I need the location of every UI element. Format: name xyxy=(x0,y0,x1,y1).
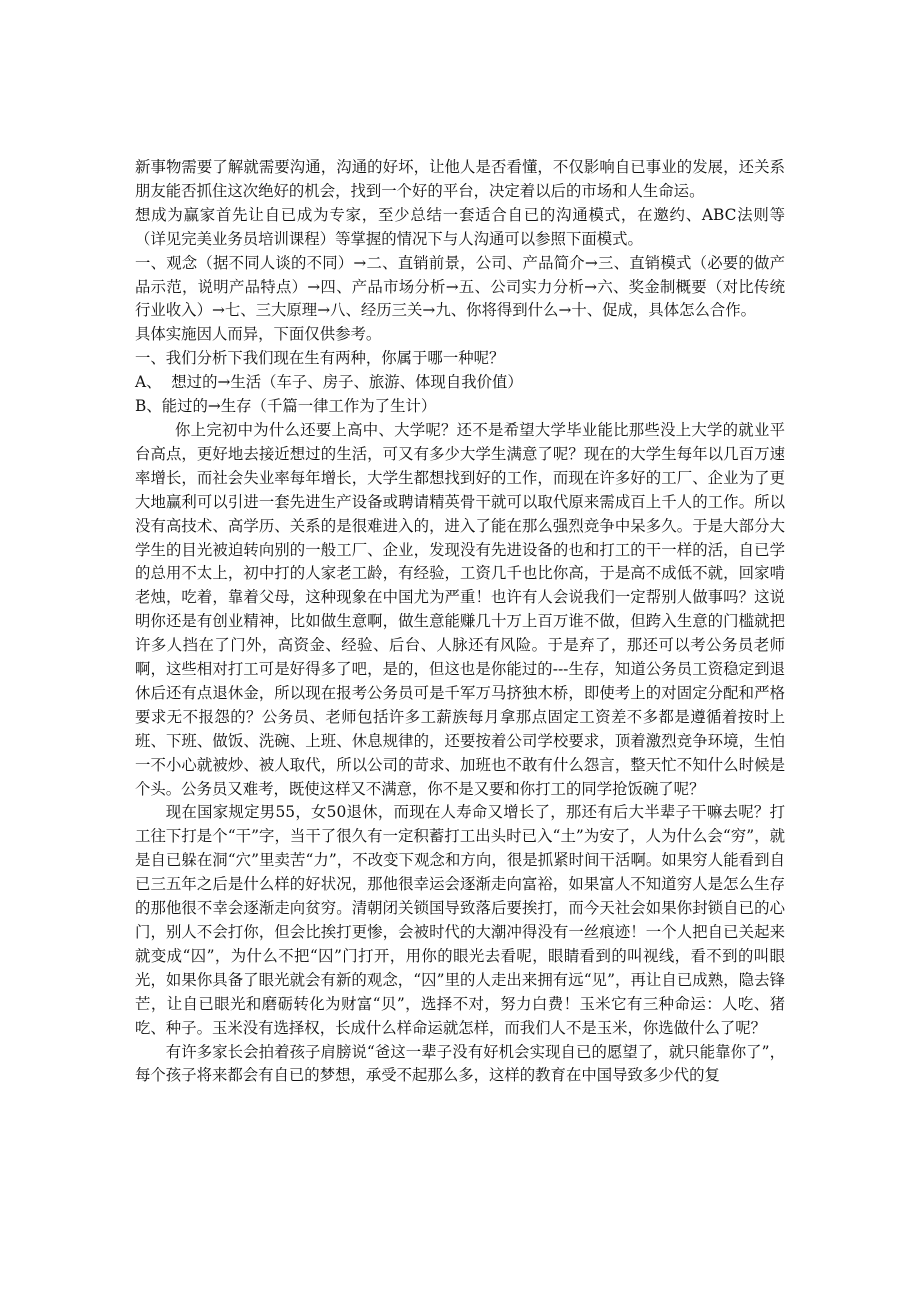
list-item-a: A、 想过的→生活（车子、房子、旅游、体现自我价值） xyxy=(135,373,523,392)
document-body xyxy=(135,156,785,1088)
paragraph-expert: 想成为赢家首先让自已成为专家，至少总结一套适合自已的沟通模式，在邀约、ABC法则等（详见完美业务员培训课程）等掌握的情况下与人沟通可以参照下面模式。 xyxy=(135,205,785,248)
paragraph-retirement: 现在国家规定男55，女50退休，而现在人寿命又增长了，那还有后大半辈子干嘛去呢？打工往下打是个“干”字，当干了很久有一定积蓄打工出头时已入“土”为安了，人为什么会“穷”，就是自已躲在洞“穴”里卖苦“力”，不改变下观念和方向，很是抓紧时间干活啊。如果穷人能看到自已三五年之后是什么样的好状况，那他很幸运会逐渐走向富裕，如果富人不知道穷人是怎么生存的那他很不幸会逐渐走向贫穷。清朝闭关锁国导致落后要挨打，而今天社会如果你封锁自已的心门，别人不会打你，但会比挨打更惨，会被时代的大潮冲得没有一丝痕迹！一个人把自已关起来就变成“囚”，为什么不把“囚”门打开，用你的眼光去看呢，眼睛看到的叫视线，看不到的叫眼光，如果你具备了眼光就会有新的观念，“囚”里的人走出来拥有远“见”，再让自已成熟，隐去锋芒，让自已眼光和磨砺转化为财富“贝”，选择不对，努力白费！玉米它有三种命运：人吃、猪吃、种子。玉米没有选择权，长成什么样命运就怎样，而我们人不是玉米，你选做什么了呢？ xyxy=(135,803,785,1037)
list-item-b: B、能过的→生存（千篇一律工作为了生计） xyxy=(135,397,437,416)
paragraph-note: 具体实施因人而异，下面仅供参考。 xyxy=(135,325,382,344)
paragraph-education: 你上完初中为什么还要上高中、大学呢？还不是希望大学毕业能比那些没上大学的就业平台高点，更好地去接近想过的生活，可又有多少大学生满意了呢？现在的大学生每年以几百万速率增长，而社会失业率每年增长，大学生都想找到好的工作，而现在许多好的工厂、企业为了更大地赢利可以引进一套先进生产设备或聘请精英骨干就可以取代原来需成百上千人的工作。所以没有高技术、高学历、关系的是很难进入的，进入了能在那么强烈竞争中呆多久。于是大部分大学生的目光被迫转向别的一般工厂、企业，发现没有先进设备的也和打工的干一样的活，自已学的总用不太上，初中打的人家老工龄，有经验，工资几千也比你高，于是高不成低不就，回家啃老烛，吃着，靠着父母，这种现象在中国尤为严重！也许有人会说我们一定帮别人做事吗？这说明你还是有创业精神，比如做生意啊，做生意能赚几十万上百万谁不做，但跨入生意的门槛就把许多人挡在了门外，高资金、经验、后台、人脉还有风险。于是弃了，那还可以考公务员老师啊，这些相对打工可是好得多了吧，是的，但这也是你能过的---生存，知道公务员工资稳定到退休后还有点退休金，所以现在报考公务员可是千军万马挤独木桥，即使考上的对固定分配和严格要求无不报怨的？公务员、老师包括许多工薪族每月拿那点固定工资差不多都是遵循着按时上班、下班、做饭、洗碗、上班、休息规律的，还要按着公司学校要求，顶着激烈竞争环境，生怕一不小心就被炒、被人取代，所以公司的苛求、加班也不敢有什么怨言，整天忙不知什么时候是个头。公务员又难考，既使这样又不满意，你不是又要和你打工的同学抢饭碗了呢？ xyxy=(135,420,785,798)
paragraph-outline: 一、观念（据不同人谈的不同）→二、直销前景，公司、产品简介→三、直销模式（必要的做产品示范，说明产品特点）→四、产品市场分析→五、公司实力分析→六、奖金制概要（对比传统行业收入）→七、三大原理→八、经历三关→九、你将得到什么→十、促成，具体怎么合作。 xyxy=(135,253,785,320)
section-heading-one: 一、我们分析下我们现在生有两种，你属于哪一种呢？ xyxy=(135,349,505,368)
paragraph-intro: 新事物需要了解就需要沟通，沟通的好坏，让他人是否看懂，不仅影响自已事业的发展，还关系朋友能否抓住这次绝好的机会，找到一个好的平台，决定着以后的市场和人生命运。 xyxy=(135,158,785,200)
paragraph-parents: 有许多家长会拍着孩子肩膀说“爸这一辈子没有好机会实现自已的愿望了，就只能靠你了”，每个孩子将来都会有自已的梦想，承受不起那么多，这样的教育在中国导致多少代的复 xyxy=(135,1042,785,1085)
